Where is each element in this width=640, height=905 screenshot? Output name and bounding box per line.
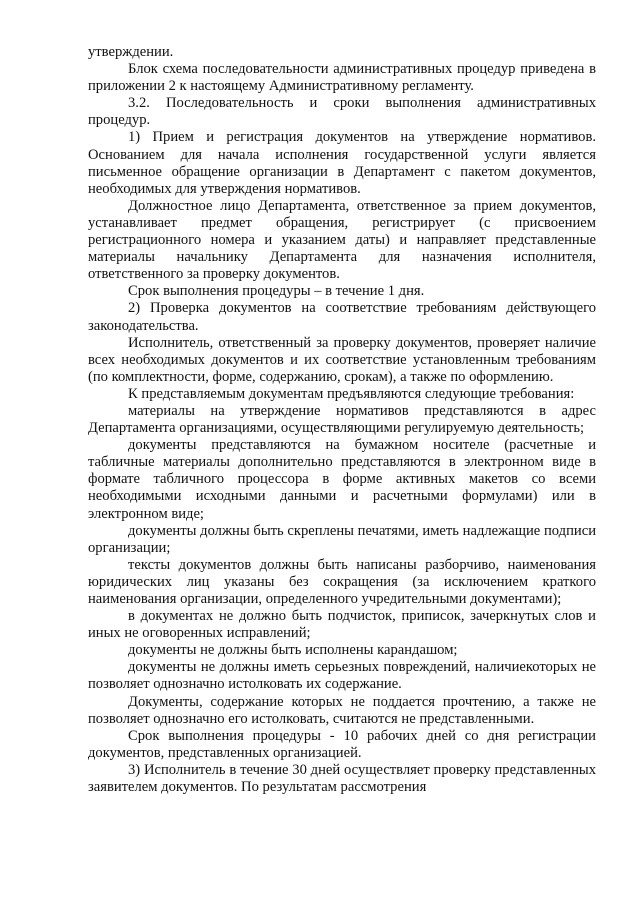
requirement-item: материалы на утверждение нормативов представляются в адрес Департамента организациями, осуществляющими регулируемую деятельность; <box>88 402 596 437</box>
paragraph-step-2-verification: 2) Проверка документов на соответствие требованиям действующего законодательства. <box>88 300 596 334</box>
paragraph-executor-checks: Исполнитель, ответственный за проверку документов, проверяет наличие всех необходимых документов и их соответствие установленным требованиям (по комплектности, форме, содержанию, срокам), а также по оформлению. <box>88 334 596 385</box>
paragraph-term-1-day: Срок выполнения процедуры – в течение 1 дня. <box>128 283 425 300</box>
paragraph-step-3-review: 3) Исполнитель в течение 30 дней осуществляет проверку представленных заявителем документов. По результатам рассмотрения <box>88 761 596 796</box>
requirement-item: тексты документов должны быть написаны разборчиво, наименования юридических лиц указаны без сокращения (за исключением краткого наименования организации, определенного учредительными документами); <box>88 556 596 607</box>
section-heading-3-2: 3.2. Последовательность и сроки выполнения административных процедур. <box>88 95 596 129</box>
requirement-item: документы представляются на бумажном носителе (расчетные и табличные материалы дополнительно представляются в электронном виде в формате табличного процессора в форме активных макетов со всеми необходимыми исходными данными и расчетными формулами) или в электронном виде; <box>88 437 596 522</box>
paragraph-unreadable-documents: Документы, содержание которых не поддается прочтению, а также не позволяет однозначно его истолковать, считаются не представленными. <box>88 693 596 727</box>
requirement-item: в документах не должно быть подчисток, приписок, зачеркнутых слов и иных не оговоренных исправлений; <box>88 608 596 642</box>
paragraph-term-10-days: Срок выполнения процедуры - 10 рабочих дней со дня регистрации документов, представленных организацией. <box>88 727 596 761</box>
requirement-item: документы должны быть скреплены печатями, иметь надлежащие подписи организации; <box>88 522 596 556</box>
paragraph-block-scheme: Блок схема последовательности административных процедур приведена в приложении 2 к настоящему Административному регламенту. <box>88 61 596 95</box>
paragraph-step-1-reception: 1) Прием и регистрация документов на утверждение нормативов. Основанием для начала исполнения государственной услуги является письменное обращение организации в Департамент с пакетом документов, необходимых для утверждения нормативов. <box>88 129 596 197</box>
requirement-item: документы не должны иметь серьезных повреждений, наличиекоторых не позволяет однозначно истолковать их содержание. <box>88 659 596 693</box>
paragraph-continuation: утверждении. <box>88 44 174 60</box>
document-page <box>88 44 596 796</box>
paragraph-official-duties: Должностное лицо Департамента, ответственное за прием документов, устанавливает предмет обращения, регистрирует (с присвоением регистрационного номера и указанием даты) и направляет представленные материалы начальнику Департамента для назначения исполнителя, ответственного за проверку документов. <box>88 197 596 283</box>
requirement-item: документы не должны быть исполнены карандашом; <box>128 642 458 659</box>
paragraph-requirements-intro: К представляемым документам предъявляются следующие требования: <box>128 385 575 402</box>
